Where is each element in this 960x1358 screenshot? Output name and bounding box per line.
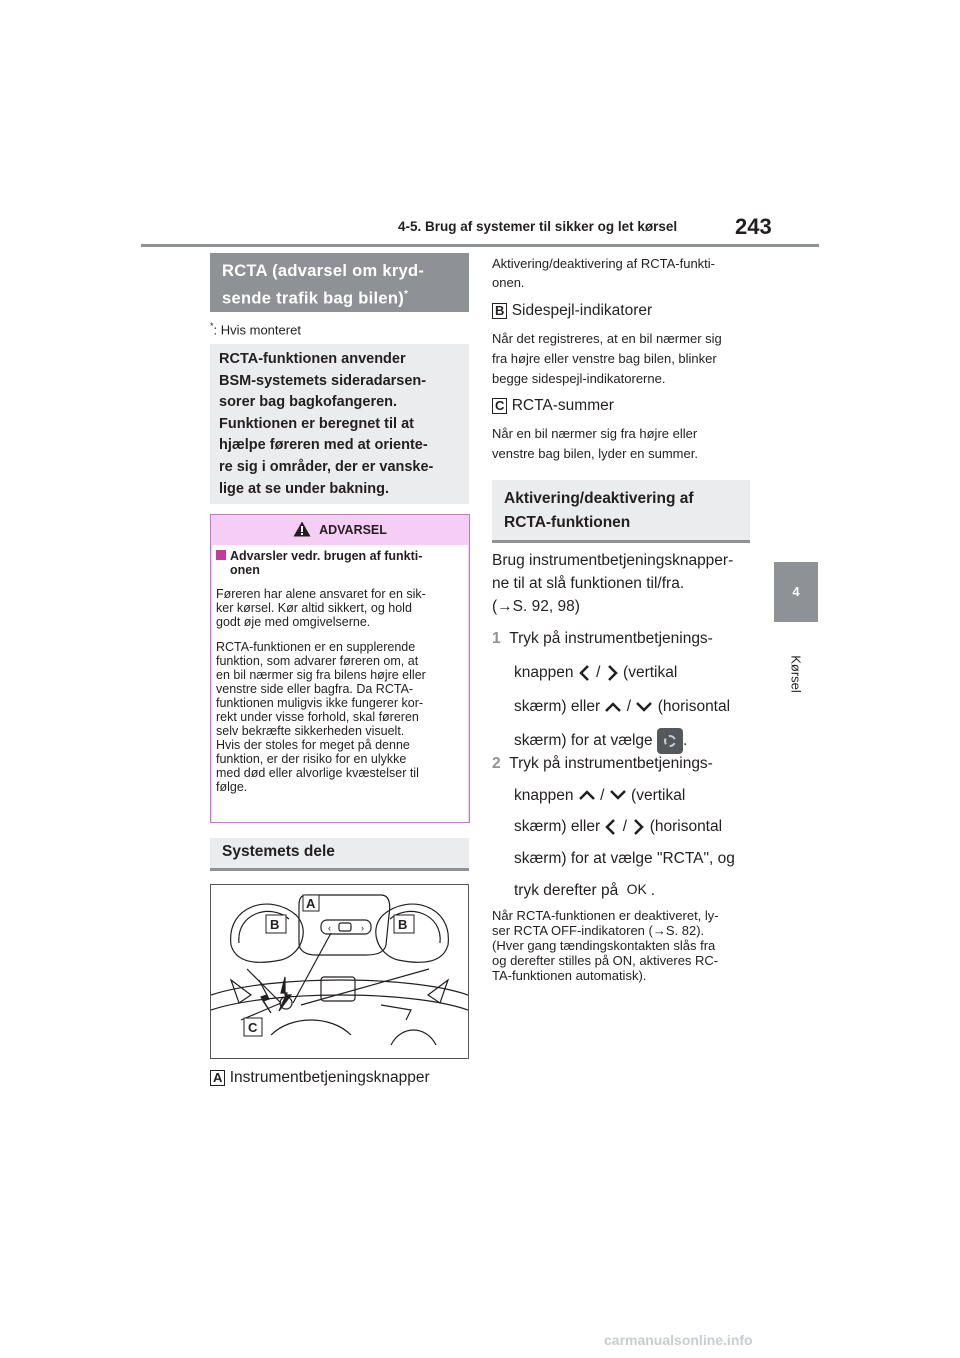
illustration-label-b-left [266,915,286,933]
part-label-a: A [210,1070,225,1086]
step-2: 2 Tryk på instrumentbetjenings- knappen / (vertikal skærm) eller / (horisontal skærm) for at vælge "RCTA", og tryk derefter på OK . [492,748,762,907]
footnote: *: Hvis monteret [210,321,301,338]
activation-intro: Brug instrumentbetjeningsknapper- ne til at slå funktionen til/fra. (→S. 92, 98) [492,552,734,615]
page-number: 243 [735,214,772,239]
part-a-item: A Instrumentbetjeningsknapper [210,1069,430,1087]
svg-text:B: B [270,917,280,932]
illustration-label-b-right [394,915,414,933]
chevron-left-icon [578,664,592,682]
ok-button-icon: OK [626,881,647,897]
dashboard-drawing [211,885,468,1058]
warning-triangle-icon [293,521,311,537]
step-2-number: 2 [492,755,501,772]
chapter-label: Kørsel [788,655,804,693]
square-bullet-icon [216,550,226,560]
part-c-description: Når en bil nærmer sig fra højre eller venstre bag bilen, lyder en summer. [492,426,698,461]
svg-text:›: › [361,923,364,933]
part-c-item: C RCTA-summer [492,397,614,415]
part-b-description: Når det registreres, at en bil nærmer sig fra højre eller venstre bag bilen, blinker begge sidespejl-indikatorerne. [492,331,722,386]
section-title: 4-5. Brug af systemer til sikker og let kørsel [398,219,678,234]
svg-text:C: C [248,1020,258,1035]
header-rule [141,244,819,247]
chevron-up-icon [578,789,596,801]
svg-text:‹: ‹ [328,923,331,933]
warning-subheading: Advarsler vedr. brugen af funkti- onen [216,549,464,577]
warning-heading: ADVARSEL [211,517,469,543]
part-b-item: B Sidespejl-indikatorer [492,302,652,320]
part-a-description: Aktivering/deaktivering af RCTA-funkti- onen. [492,256,716,290]
chevron-down-icon [635,701,653,713]
chapter-tab: 4 [774,562,818,622]
illustration-label-c [244,1018,262,1036]
page-heading: RCTA (advarsel om kryd- sende trafik bag bilen)* [210,253,469,312]
warning-paragraph-2: RCTA-funktionen er en supplerende funktion, som advarer føreren om, at en bil nærmer sig fra bilens højre eller venstre side eller bagfra. Da RCTA- funktionen muligvis ikke fungerer kor- rekt under visse forhold, skal føreren selv bekræfte sikkerheden visuelt. Hvis der stoles for meget på denne funktion, er der risiko for en ulykke med død eller alvorlige kvæstelser til følge. [216,640,426,794]
chevron-up-icon [604,701,622,713]
warning-box [210,514,470,823]
chevron-right-icon [631,818,645,836]
activation-heading: Aktivering/deaktivering af RCTA-funktionen [492,480,750,543]
chevron-left-icon [604,818,618,836]
intro-box: RCTA-funktionen anvender BSM-systemets sideradarsen- sorer bag bagkofangeren. Funktionen er beregnet til at hjælpe føreren med at oriente- re sig i områder, der er vanske- lige at se under bakning. [210,344,469,504]
dashboard-illustration [210,884,469,1059]
chevron-right-icon [605,664,619,682]
svg-text:A: A [306,896,316,911]
step-1-number: 1 [492,630,501,647]
part-label-b: B [492,303,507,319]
warning-paragraph-1: Føreren har alene ansvaret for en sik- ker kørsel. Kør altid sikkert, og hold godt øje med omgivelserne. [216,587,426,629]
part-label-c: C [492,398,507,414]
system-parts-heading: Systemets dele [210,838,469,871]
chevron-down-icon [609,789,627,801]
svg-text:B: B [398,917,408,932]
watermark: carmanualsonline.info [604,1332,753,1348]
illustration-label-a [303,895,319,911]
step-1: 1 Tryk på instrumentbetjenings- knappen / (vertikal skærm) eller / (horisontal skærm) for at vælge . [492,622,762,758]
activation-note: Når RCTA-funktionen er deaktiveret, ly- ser RCTA OFF-indikatoren (→S. 82). (Hver gang tændingskontakten slås fra og derefter stilles på ON, aktiveres RC- TA-funktionen automatisk). [492,908,719,983]
